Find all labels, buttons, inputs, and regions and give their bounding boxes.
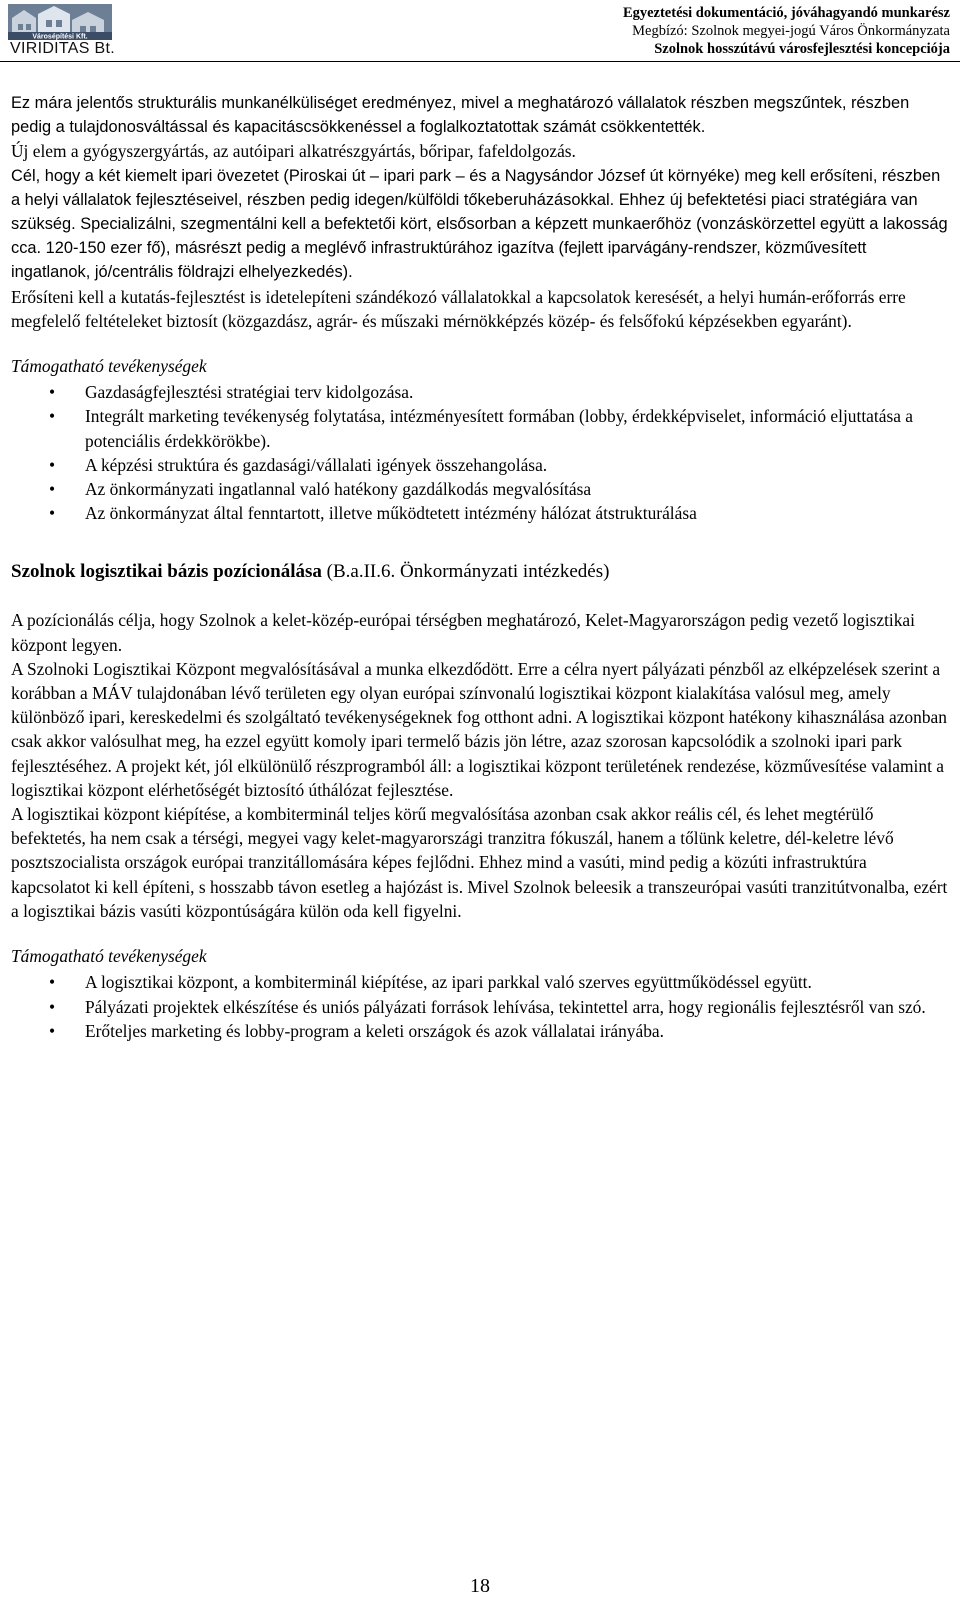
paragraph: Ez mára jelentős strukturális munkanélküliséget eredményez, mivel a meghatározó vállalatok részben megszűntek, részben pedig a tulajdonosváltással és kapacitáscsökkenéssel a foglalkoztatottak számát csökkentették. <box>11 94 910 137</box>
list-item: • Az önkormányzat által fenntartott, illetve működtetett intézmény hálózat átstrukturálása <box>11 501 949 525</box>
logo-building-icon <box>8 2 112 42</box>
paragraph: Új elem a gyógyszergyártás, az autóipari alkatrészgyártás, bőripar, fafeldolgozás. <box>11 141 576 162</box>
list-item: • Erőteljes marketing és lobby-program a keleti országok és azok vállalatai irányába. <box>11 1019 949 1043</box>
list-item: • Integrált marketing tevékenység folytatása, intézményesített formában (lobby, érdekképviselet, információ eljuttatása a potenciális érdekkörökbe). <box>11 404 949 452</box>
activities-list <box>11 970 949 1043</box>
subject-line: Szolnok hosszútávú városfejlesztési koncepciója <box>654 41 950 57</box>
paragraph: Erősíteni kell a kutatás-fejlesztést is idetelepíteni szándékozó vállalatokkal a kapcsolatok keresését, a helyi humán-erőforrás erre megfelelő feltételeket biztosít (közgazdász, agrár- és műszaki mérnökképzés közép- és felsőfokú képzésekben egyaránt). <box>11 286 906 331</box>
logo-company-name: VIRIDITAS Bt. <box>10 40 115 57</box>
paragraph: A pozícionálás célja, hogy Szolnok a kelet-közép-európai térségben meghatározó, Kelet-Magyarországon pedig vezető logisztikai központ legyen. <box>11 610 915 655</box>
list-item: • Az önkormányzati ingatlannal való hatékony gazdálkodás megvalósítása <box>11 477 949 501</box>
activities-list <box>11 380 949 525</box>
header-divider <box>0 61 960 62</box>
document-body <box>11 91 949 1043</box>
activities-label: Támogatható tevékenységek <box>11 946 207 967</box>
list-item: • Pályázati projektek elkészítése és uniós pályázati források lehívása, tekintettel arra, hogy regionális fejlesztésről van szó. <box>11 995 949 1019</box>
paragraph: A logisztikai központ kiépítése, a kombiterminál teljes körű megvalósítása azonban csak akkor reális cél, és lehet megtérülő befektetés, ha nem csak a térségi, megyei vagy kelet-magyarországi tranzitra fókuszál, hanem a tőlünk keletre, dél-keletre lévő posztszocialista országok európai tranzitállomására képes fejlődni. Ehhez mind a vasúti, mind pedig a közúti infrastruktúra kapcsolatot ki kell építeni, s hosszabb távon esetleg a hajózást is. Mivel Szolnok beleesik a transzeurópai vasúti tranzitútvonalba, ezért a logisztikai bázis vasúti központúságára külön oda kell figyelni. <box>11 804 948 921</box>
logo-top-text: Városépítési Kft. <box>32 33 88 41</box>
page-header <box>0 0 960 62</box>
doc-title: Egyeztetési dokumentáció, jóváhagyandó munkarész <box>622 5 950 21</box>
header-info <box>623 4 950 58</box>
section-heading <box>11 559 949 585</box>
list-item: • Gazdaságfejlesztési stratégiai terv kidolgozása. <box>11 380 949 404</box>
list-item: • A képzési struktúra és gazdasági/vállalati igények összehangolása. <box>11 453 949 477</box>
page-number: 18 <box>470 1575 490 1597</box>
section-title-bold: Szolnok logisztikai bázis pozícionálása <box>11 561 322 583</box>
paragraph: Cél, hogy a két kiemelt ipari övezetet (Piroskai út – ipari park – és a Nagysándor József út környéke) meg kell erősíteni, részben a helyi vállalatok fejlesztéseivel, részben pedig idegen/külföldi tőkeberuházásokkal. Ehhez új befektetési piaci stratégiára van szükség. Specializálni, szegmentálni kell a befektetői kört, elsősorban a képzett munkaerőhöz (vonzáskörzettel együtt a lakosság cca. 120-150 ezer fő), másrészt pedig a meglévő infrastruktúrához igazítva (fejlett iparvágány-rendszer, közművesített ingatlanok, jó/centrális földrajzi elhelyezkedés). <box>11 166 948 282</box>
section-title-rest: (B.a.II.6. Önkormányzati intézkedés) <box>321 561 610 583</box>
activities-label: Támogatható tevékenységek <box>11 356 207 377</box>
list-item: • A logisztikai központ, a kombiterminál kiépítése, az ipari parkkal való szerves együttműködéssel együtt. <box>11 970 949 994</box>
paragraph: A Szolnoki Logisztikai Központ megvalósításával a munka elkezdődött. Erre a célra nyert pályázati pénzből az elképzelések szerint a korábban a MÁV tulajdonában lévő területen egy olyan európai színvonalú logisztikai központ kialakítása valósul meg, amely különböző ipari, kereskedelmi és szolgáltató tevékenységeknek fog otthont adni. A logisztikai központ hatékony kihasználása azonban csak akkor valósulhat meg, ha ezzel együtt komoly ipari termelő bázis jön létre, azaz szorosan kapcsolódik a szolnoki ipari park fejlesztéséhez. A projekt két, jól elkülönülő részprogramból áll: a logisztikai központ területének rendezése, közművesítése valamint a logisztikai központ elérhetőségét biztosító úthálózat fejlesztése. <box>11 658 947 800</box>
client-line: Megbízó: Szolnok megyei-jogú Város Önkormányzata <box>632 23 950 39</box>
